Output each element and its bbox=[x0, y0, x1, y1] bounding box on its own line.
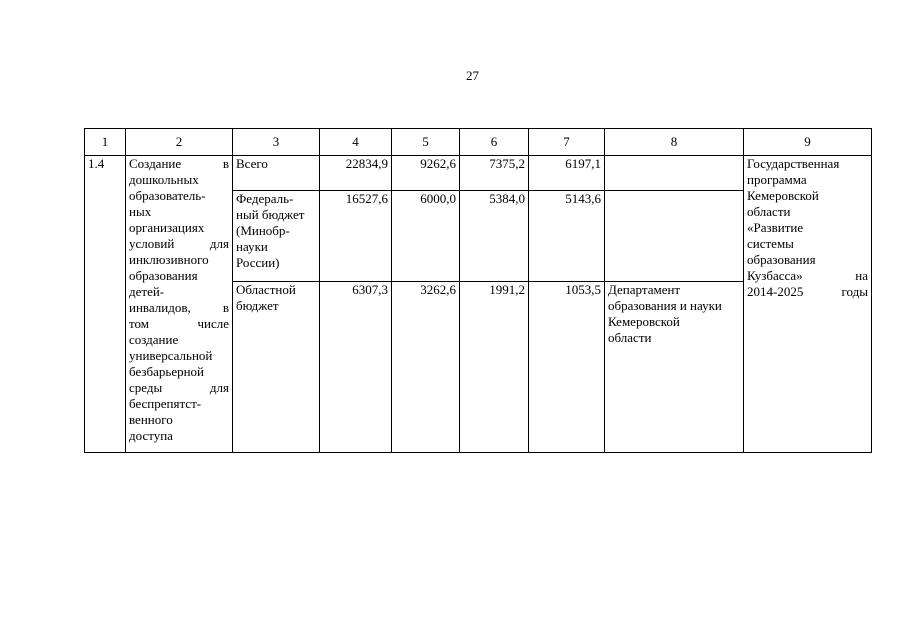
row-id: 1.4 bbox=[85, 156, 126, 453]
text-line: безбарьерной bbox=[129, 364, 205, 379]
value-year-2: 5384,0 bbox=[460, 191, 529, 282]
header-cell: 7 bbox=[529, 129, 605, 156]
text-line: условий для bbox=[129, 236, 229, 251]
value-year-3: 5143,6 bbox=[529, 191, 605, 282]
funding-source-regional bbox=[233, 282, 320, 453]
text-line: том числе bbox=[129, 316, 229, 331]
text-line: России) bbox=[236, 255, 280, 270]
text-line: инклюзивного bbox=[129, 252, 209, 267]
text-line: образования bbox=[747, 252, 816, 267]
text-line: детей- bbox=[129, 284, 165, 299]
text-line: области bbox=[608, 330, 652, 345]
text-line: среды для bbox=[129, 380, 229, 395]
activity-name bbox=[126, 156, 233, 453]
program-name bbox=[744, 156, 872, 453]
value-year-3: 6197,1 bbox=[529, 156, 605, 191]
text-line: Кемеровской bbox=[608, 314, 680, 329]
text-line: 2014-2025 годы bbox=[747, 284, 868, 299]
executor-cell bbox=[605, 156, 744, 191]
text-line: (Минобр- bbox=[236, 223, 290, 238]
header-cell: 4 bbox=[320, 129, 392, 156]
measures-table bbox=[84, 128, 872, 453]
text-line: программа bbox=[747, 172, 807, 187]
executor-cell bbox=[605, 191, 744, 282]
text-line: Государственная bbox=[747, 156, 840, 171]
text-line: науки bbox=[236, 239, 268, 254]
text-line: беспрепятст- bbox=[129, 396, 202, 411]
text-line: бюджет bbox=[236, 298, 279, 313]
text-line: «Развитие bbox=[747, 220, 804, 235]
value-total: 16527,6 bbox=[320, 191, 392, 282]
text-line: ных bbox=[129, 204, 152, 219]
text-line: Областной bbox=[236, 282, 296, 297]
text-line: образования и науки bbox=[608, 298, 722, 313]
text-line: создание bbox=[129, 332, 179, 347]
value-year-1: 3262,6 bbox=[392, 282, 460, 453]
header-row bbox=[85, 129, 872, 156]
text-line: Кузбасса» на bbox=[747, 268, 868, 283]
text-line: универсальной bbox=[129, 348, 213, 363]
executor-department bbox=[605, 282, 744, 453]
value-year-2: 7375,2 bbox=[460, 156, 529, 191]
text-line: системы bbox=[747, 236, 794, 251]
text-line: Всего bbox=[236, 156, 268, 171]
value-year-2: 1991,2 bbox=[460, 282, 529, 453]
text-line: организациях bbox=[129, 220, 205, 235]
header-cell: 6 bbox=[460, 129, 529, 156]
table-row bbox=[85, 156, 872, 191]
text-line: доступа bbox=[129, 428, 173, 443]
text-line: образователь- bbox=[129, 188, 206, 203]
header-cell: 1 bbox=[85, 129, 126, 156]
value-year-1: 9262,6 bbox=[392, 156, 460, 191]
text-line: образования bbox=[129, 268, 198, 283]
header-cell: 9 bbox=[744, 129, 872, 156]
funding-source-total bbox=[233, 156, 320, 191]
header-cell: 2 bbox=[126, 129, 233, 156]
page-number: 27 bbox=[466, 68, 479, 83]
value-total: 22834,9 bbox=[320, 156, 392, 191]
text-line: ный бюджет bbox=[236, 207, 305, 222]
text-line: венного bbox=[129, 412, 173, 427]
text-line: области bbox=[747, 204, 791, 219]
text-line: Создание в bbox=[129, 156, 229, 171]
header-cell: 5 bbox=[392, 129, 460, 156]
text-line: Департамент bbox=[608, 282, 681, 297]
value-total: 6307,3 bbox=[320, 282, 392, 453]
text-line: Кемеровской bbox=[747, 188, 819, 203]
text-line: дошкольных bbox=[129, 172, 199, 187]
text-line: инвалидов, в bbox=[129, 300, 229, 315]
header-cell: 3 bbox=[233, 129, 320, 156]
header-cell: 8 bbox=[605, 129, 744, 156]
funding-source-federal bbox=[233, 191, 320, 282]
value-year-3: 1053,5 bbox=[529, 282, 605, 453]
text-line: Федераль- bbox=[236, 191, 294, 206]
value-year-1: 6000,0 bbox=[392, 191, 460, 282]
